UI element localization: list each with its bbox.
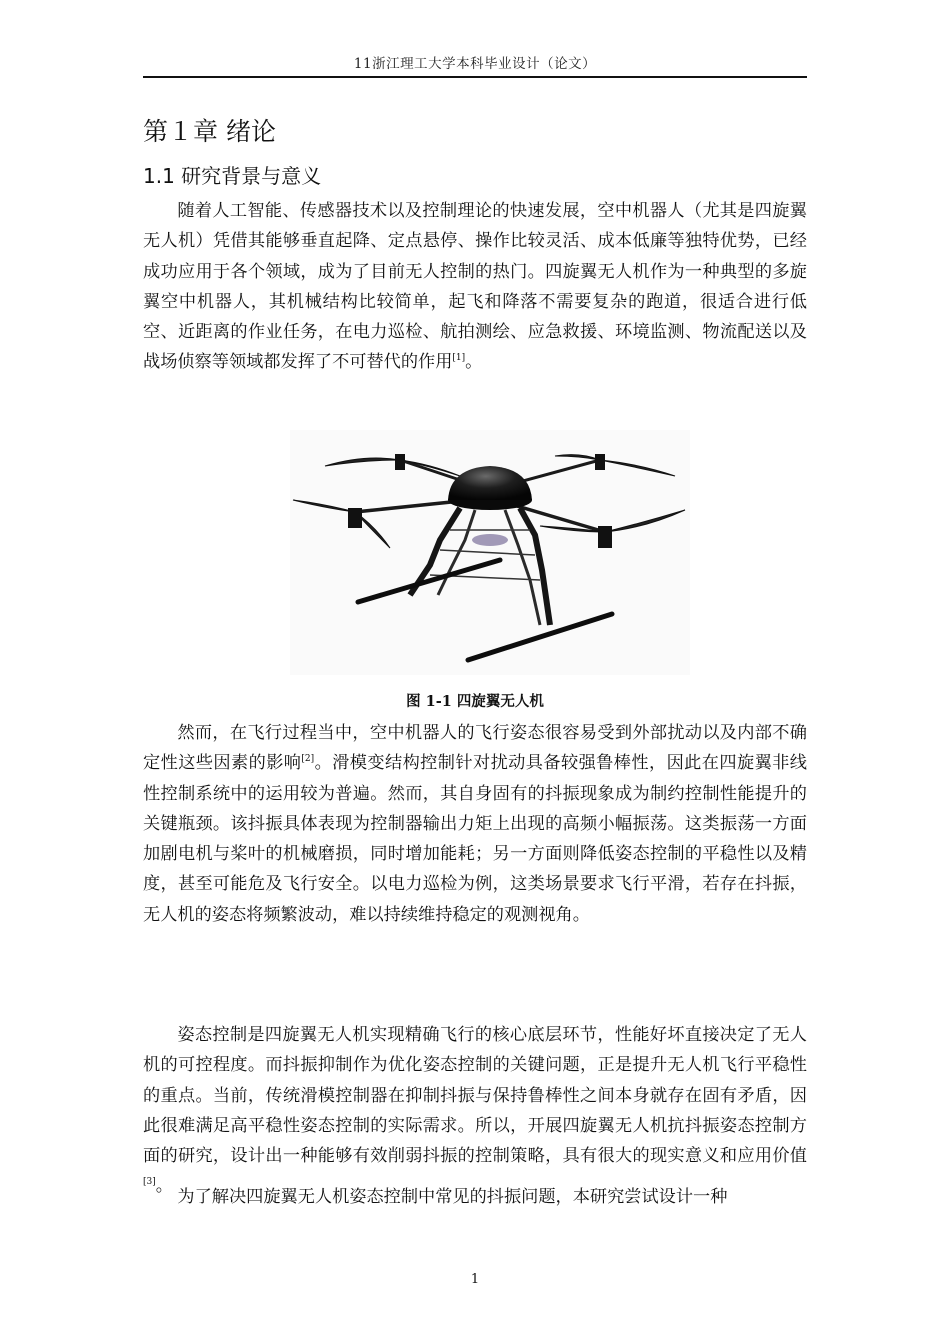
figure-caption: 图 1-1 四旋翼无人机 bbox=[406, 693, 544, 710]
paragraph-2 bbox=[143, 718, 807, 930]
running-header: 11浙江理工大学本科毕业设计（论文） bbox=[353, 56, 597, 72]
paragraph-2-text-b: 。滑模变结构控制针对扰动具备较强鲁棒性，因此在四旋翼非线性控制系统中的运用较为普遍。然而，其自身固有的抖振现象成为制约控制性能提升的关键瓶颈。该抖振具体表现为控制器输出力矩上出现的高频小幅振荡。这类振荡一方面加剧电机与桨叶的机械磨损，同时增加能耗；另一方面则降低姿态控制的平稳性以及精度，甚至可能危及飞行安全。以电力巡检为例，这类场景要求飞行平滑，若存在抖振，无人机的姿态将频繁波动，难以持续维持稳定的观测视角。 bbox=[143, 753, 807, 925]
header-rule bbox=[143, 76, 807, 78]
paragraph-2-text-a: 然而，在飞行过程当中，空中机器人的飞行姿态很容易受到外部扰动以及内部不确定性这些因素的影响 bbox=[143, 723, 807, 774]
section-title: 1.1 研究背景与意义 bbox=[143, 164, 322, 188]
paragraph-3-tail: 。 bbox=[155, 1176, 173, 1197]
quadrotor-figure bbox=[290, 430, 690, 675]
paragraph-1 bbox=[143, 196, 807, 378]
page-number: 1 bbox=[470, 1272, 480, 1287]
paragraph-1-tail: 。 bbox=[465, 352, 483, 373]
paragraph-4-text: 为了解决四旋翼无人机姿态控制中常见的抖振问题，本研究尝试设计一种 bbox=[177, 1187, 728, 1207]
paragraph-4 bbox=[143, 1182, 807, 1212]
citation-1: [1] bbox=[452, 353, 466, 364]
chapter-title: 第１章 绪论 bbox=[143, 117, 276, 146]
paragraph-3 bbox=[143, 1020, 807, 1202]
citation-3: [3] bbox=[143, 1177, 156, 1188]
citation-2: [2] bbox=[301, 754, 315, 765]
paragraph-3-text: 姿态控制是四旋翼无人机实现精确飞行的核心底层环节，性能好坏直接决定了无人机的可控程度。而抖振抑制作为优化姿态控制的关键问题，正是提升无人机飞行平稳性的重点。当前，传统滑模控制器在抑制抖振与保持鲁棒性之间本身就存在固有矛盾，因此很难满足高平稳性姿态控制的实际需求。所以，开展四旋翼无人机抗抖振姿态控制方面的研究，设计出一种能够有效削弱抖振的控制策略，具有很大的现实意义和应用价值 bbox=[143, 1025, 807, 1167]
paragraph-1-text: 随着人工智能、传感器技术以及控制理论的快速发展，空中机器人（尤其是四旋翼无人机）凭借其能够垂直起降、定点悬停、操作比较灵活、成本低廉等独特优势，已经成功应用于各个领域，成为了目前无人控制的热门。四旋翼无人机作为一种典型的多旋翼空中机器人，其机械结构比较简单，起飞和降落不需要复杂的跑道，很适合进行低空、近距离的作业任务，在电力巡检、航拍测绘、应急救援、环境监测、物流配送以及战场侦察等领域都发挥了不可替代的作用 bbox=[143, 201, 807, 373]
quadrotor-drone-image bbox=[290, 430, 690, 675]
